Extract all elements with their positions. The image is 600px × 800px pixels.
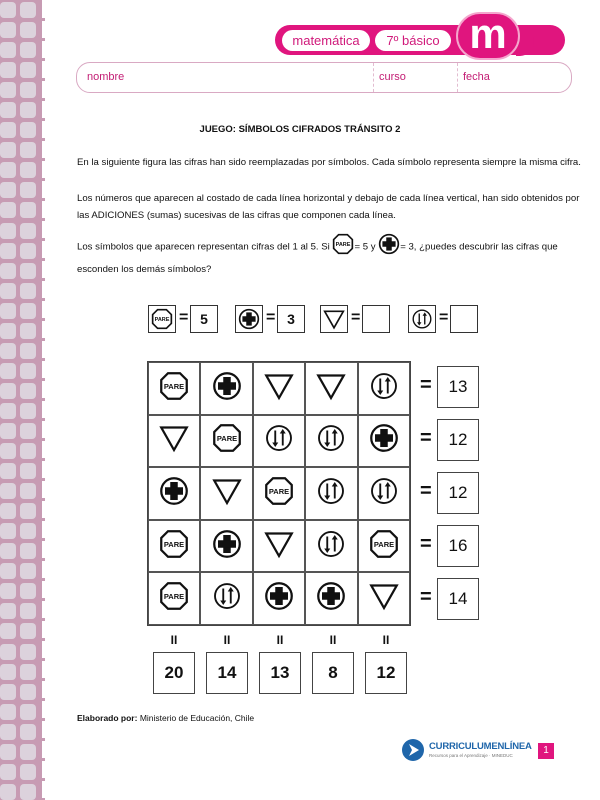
row-sum-box: 12 (437, 419, 479, 461)
strip-notch (39, 718, 45, 721)
svg-text:PARE: PARE (373, 539, 394, 549)
strip-tile (20, 563, 36, 579)
strip-notch (39, 178, 45, 181)
equals-sign: = (420, 427, 432, 449)
two-way-arrows-icon (408, 305, 436, 333)
stop-sign-icon (148, 305, 176, 333)
strip-notch (39, 518, 45, 521)
strip-tile (20, 603, 36, 619)
equals-sign: = (439, 309, 449, 326)
column-sum-box: 12 (365, 652, 407, 694)
legend-value-box[interactable] (450, 305, 478, 333)
strip-tile (0, 323, 16, 339)
strip-tile (20, 343, 36, 359)
strip-notch (39, 218, 45, 221)
plus-circle-icon (264, 581, 294, 616)
strip-notch (39, 698, 45, 701)
strip-tile (20, 724, 36, 740)
yield-triangle-icon (264, 529, 294, 564)
strip-tile (0, 243, 16, 259)
yield-triangle-icon (369, 581, 399, 616)
plus-circle-icon (378, 233, 400, 261)
yield-triangle-icon (264, 371, 294, 406)
strip-tile (20, 784, 36, 800)
strip-tile (20, 483, 36, 499)
strip-notch (39, 498, 45, 501)
plus-circle-icon (235, 305, 263, 333)
svg-text:PARE: PARE (164, 539, 185, 549)
stop-sign-icon (264, 476, 294, 511)
strip-tile (0, 283, 16, 299)
yield-triangle-icon (159, 423, 189, 458)
subject-badge: m (456, 12, 520, 60)
strip-tile (0, 543, 16, 559)
grid-cell (200, 572, 252, 625)
strip-tile (0, 764, 16, 780)
strip-notch (39, 78, 45, 81)
grid-cell (305, 520, 357, 573)
svg-text:PARE: PARE (164, 592, 185, 602)
stop-sign-icon (159, 529, 189, 564)
strip-tile (0, 623, 16, 639)
strip-tile (20, 423, 36, 439)
strip-tile (20, 42, 36, 58)
equals-sign: = (420, 533, 432, 555)
plus-circle-icon (369, 423, 399, 458)
credit-line (77, 713, 254, 723)
strip-notch (39, 758, 45, 761)
grid-cell (358, 467, 410, 520)
strip-tile (0, 202, 16, 218)
strip-notch (39, 458, 45, 461)
play-arrow-icon (402, 739, 424, 761)
grid-cell (253, 467, 305, 520)
grid-cell (305, 467, 357, 520)
strip-tile (0, 704, 16, 720)
column-equals-sign: II (223, 633, 231, 647)
strip-notch (39, 418, 45, 421)
strip-tile (20, 82, 36, 98)
svg-text:PARE: PARE (336, 242, 351, 249)
svg-text:PARE: PARE (164, 381, 185, 391)
strip-tile (0, 403, 16, 419)
strip-tile (0, 744, 16, 760)
strip-tile (20, 443, 36, 459)
strip-tile (0, 784, 16, 800)
strip-notch (39, 358, 45, 361)
strip-tile (20, 303, 36, 319)
strip-notch (39, 738, 45, 741)
strip-tile (0, 463, 16, 479)
worksheet-title: JUEGO: SÍMBOLOS CIFRADOS TRÁNSITO 2 (199, 124, 401, 135)
strip-tile (20, 543, 36, 559)
strip-tile (0, 423, 16, 439)
credit-label: Elaborado por: (77, 713, 138, 723)
strip-tile (20, 583, 36, 599)
grid-cell (305, 415, 357, 468)
equals-sign: = (351, 309, 361, 326)
strip-tile (0, 62, 16, 78)
strip-notch (39, 578, 45, 581)
curriculum-logo (402, 739, 532, 763)
strip-notch (39, 678, 45, 681)
svg-text:PARE: PARE (216, 434, 237, 444)
stop-sign-icon (369, 529, 399, 564)
strip-tile (0, 303, 16, 319)
yield-triangle-icon (212, 476, 242, 511)
strip-tile (0, 603, 16, 619)
grid-cell (358, 520, 410, 573)
two-way-arrows-icon (316, 529, 346, 564)
column-sum-box: 14 (206, 652, 248, 694)
strip-tile (0, 523, 16, 539)
stop-sign-icon (159, 581, 189, 616)
strip-tile (20, 323, 36, 339)
strip-tile (0, 664, 16, 680)
strip-tile (0, 483, 16, 499)
strip-tile (20, 503, 36, 519)
instruction-paragraph-1: En la siguiente figura las cifras han sido reemplazadas por símbolos. Cada símbolo representa siempre la misma cifra. (77, 157, 581, 168)
grid-cell (148, 572, 200, 625)
strip-notch (39, 158, 45, 161)
legend-value-box[interactable] (362, 305, 390, 333)
equals-sign: = (420, 480, 432, 502)
strip-tile (20, 223, 36, 239)
strip-notch (39, 438, 45, 441)
grid-cell (200, 520, 252, 573)
plus-circle-icon (212, 529, 242, 564)
strip-tile (20, 764, 36, 780)
strip-notch (39, 98, 45, 101)
grid-cell (200, 415, 252, 468)
grid-cell (200, 362, 252, 415)
strip-tile (0, 443, 16, 459)
credit-value: Ministerio de Educación, Chile (137, 713, 255, 723)
strip-notch (39, 18, 45, 21)
grid-cell (253, 362, 305, 415)
grid-cell (305, 362, 357, 415)
logo-subtitle: Recursos para el Aprendizaje · MINEDUC (429, 753, 513, 758)
strip-tile (20, 363, 36, 379)
page-number: 1 (538, 743, 554, 759)
strip-tile (20, 102, 36, 118)
strip-tile (20, 202, 36, 218)
strip-tile (0, 363, 16, 379)
strip-tile (0, 383, 16, 399)
decorative-side-strip (0, 0, 42, 800)
strip-tile (0, 82, 16, 98)
strip-tile (0, 724, 16, 740)
strip-tile (20, 403, 36, 419)
svg-text:PARE: PARE (154, 317, 170, 324)
grid-cell (305, 572, 357, 625)
row-sum-box: 14 (437, 578, 479, 620)
grid-cell (358, 572, 410, 625)
strip-notch (39, 38, 45, 41)
two-way-arrows-icon (316, 476, 346, 511)
strip-notch (39, 58, 45, 61)
strip-notch (39, 298, 45, 301)
strip-tile (0, 263, 16, 279)
equals-sign: = (420, 374, 432, 396)
strip-tile (0, 503, 16, 519)
column-equals-sign: II (170, 633, 178, 647)
column-sum-box: 20 (153, 652, 195, 694)
grid-cell (148, 520, 200, 573)
paragraph-text: = 5 y (354, 241, 379, 253)
strip-notch (39, 378, 45, 381)
strip-tile (0, 42, 16, 58)
strip-notch (39, 538, 45, 541)
strip-tile (0, 684, 16, 700)
strip-tile (0, 142, 16, 158)
logo-brand: CURRICULUMENLÍNEA (429, 741, 532, 752)
paragraph-text: Los símbolos que aparecen representan cifras del 1 al 5. Si (77, 241, 333, 253)
grid-cell (148, 362, 200, 415)
divider (373, 63, 374, 92)
strip-notch (39, 238, 45, 241)
strip-tile (0, 102, 16, 118)
two-way-arrows-icon (369, 476, 399, 511)
grid-cell (200, 467, 252, 520)
strip-notch (39, 398, 45, 401)
grade-pill: 7º básico (375, 30, 451, 51)
strip-tile (20, 704, 36, 720)
strip-tile (20, 383, 36, 399)
column-sum-box: 8 (312, 652, 354, 694)
strip-tile (20, 623, 36, 639)
strip-tile (20, 644, 36, 660)
strip-tile (20, 664, 36, 680)
strip-tile (0, 223, 16, 239)
strip-notch (39, 478, 45, 481)
strip-tile (20, 142, 36, 158)
strip-notch (39, 658, 45, 661)
column-sum-box: 13 (259, 652, 301, 694)
two-way-arrows-icon (369, 371, 399, 406)
stop-sign-icon (212, 423, 242, 458)
strip-notch (39, 258, 45, 261)
strip-notch (39, 278, 45, 281)
strip-tile (20, 162, 36, 178)
strip-tile (20, 22, 36, 38)
strip-tile (20, 263, 36, 279)
row-sum-box: 12 (437, 472, 479, 514)
equals-sign: = (179, 309, 189, 326)
plus-circle-icon (159, 476, 189, 511)
strip-tile (20, 684, 36, 700)
equals-sign: = (420, 586, 432, 608)
row-sum-box: 16 (437, 525, 479, 567)
divider (457, 63, 458, 92)
student-info-bar (76, 62, 572, 93)
strip-tile (0, 162, 16, 178)
strip-notch (39, 598, 45, 601)
cipher-grid (147, 361, 411, 626)
strip-tile (20, 523, 36, 539)
strip-notch (39, 138, 45, 141)
strip-notch (39, 338, 45, 341)
strip-tile (0, 343, 16, 359)
strip-tile (0, 2, 16, 18)
plus-circle-icon (212, 371, 242, 406)
yield-triangle-icon (316, 371, 346, 406)
strip-notch (39, 778, 45, 781)
grid-cell (358, 415, 410, 468)
strip-tile (0, 182, 16, 198)
grid-cell (253, 572, 305, 625)
name-field-label: nombre (87, 71, 125, 83)
strip-notch (39, 118, 45, 121)
grid-cell (148, 467, 200, 520)
strip-tile (0, 583, 16, 599)
two-way-arrows-icon (316, 423, 346, 458)
column-equals-sign: II (329, 633, 337, 647)
strip-notch (39, 198, 45, 201)
strip-notch (39, 638, 45, 641)
strip-tile (20, 463, 36, 479)
strip-tile (0, 563, 16, 579)
stop-sign-icon (332, 233, 354, 261)
grid-cell (253, 415, 305, 468)
two-way-arrows-icon (212, 581, 242, 616)
strip-tile (20, 62, 36, 78)
plus-circle-icon (316, 581, 346, 616)
grid-cell (358, 362, 410, 415)
strip-tile (0, 22, 16, 38)
strip-notch (39, 558, 45, 561)
strip-tile (0, 644, 16, 660)
paragraph-text: = 3, ¿puedes descubrir las cifras que esconden los demás símbolos? (77, 241, 558, 275)
legend-value-box: 5 (190, 305, 218, 333)
column-equals-sign: II (276, 633, 284, 647)
instruction-paragraph-2: Los números que aparecen al costado de cada línea horizontal y debajo de cada línea vertical, han sido obtenidos por las ADICIONES (sumas) sucesivas de las cifras que componen cada línea. (77, 193, 580, 221)
strip-tile (20, 182, 36, 198)
strip-notch (39, 618, 45, 621)
strip-tile (20, 2, 36, 18)
strip-notch (39, 318, 45, 321)
strip-tile (20, 744, 36, 760)
grid-cell (148, 415, 200, 468)
equals-sign: = (266, 309, 276, 326)
grid-cell (253, 520, 305, 573)
stop-sign-icon (159, 371, 189, 406)
column-equals-sign: II (382, 633, 390, 647)
two-way-arrows-icon (264, 423, 294, 458)
yield-triangle-icon (320, 305, 348, 333)
svg-text:PARE: PARE (268, 486, 290, 496)
subject-pill: matemática (282, 30, 370, 51)
course-field-label: curso (379, 71, 406, 83)
strip-tile (20, 283, 36, 299)
row-sum-box: 13 (437, 366, 479, 408)
strip-tile (20, 243, 36, 259)
legend-value-box: 3 (277, 305, 305, 333)
date-field-label: fecha (463, 71, 490, 83)
instruction-paragraph-3 (77, 233, 587, 278)
